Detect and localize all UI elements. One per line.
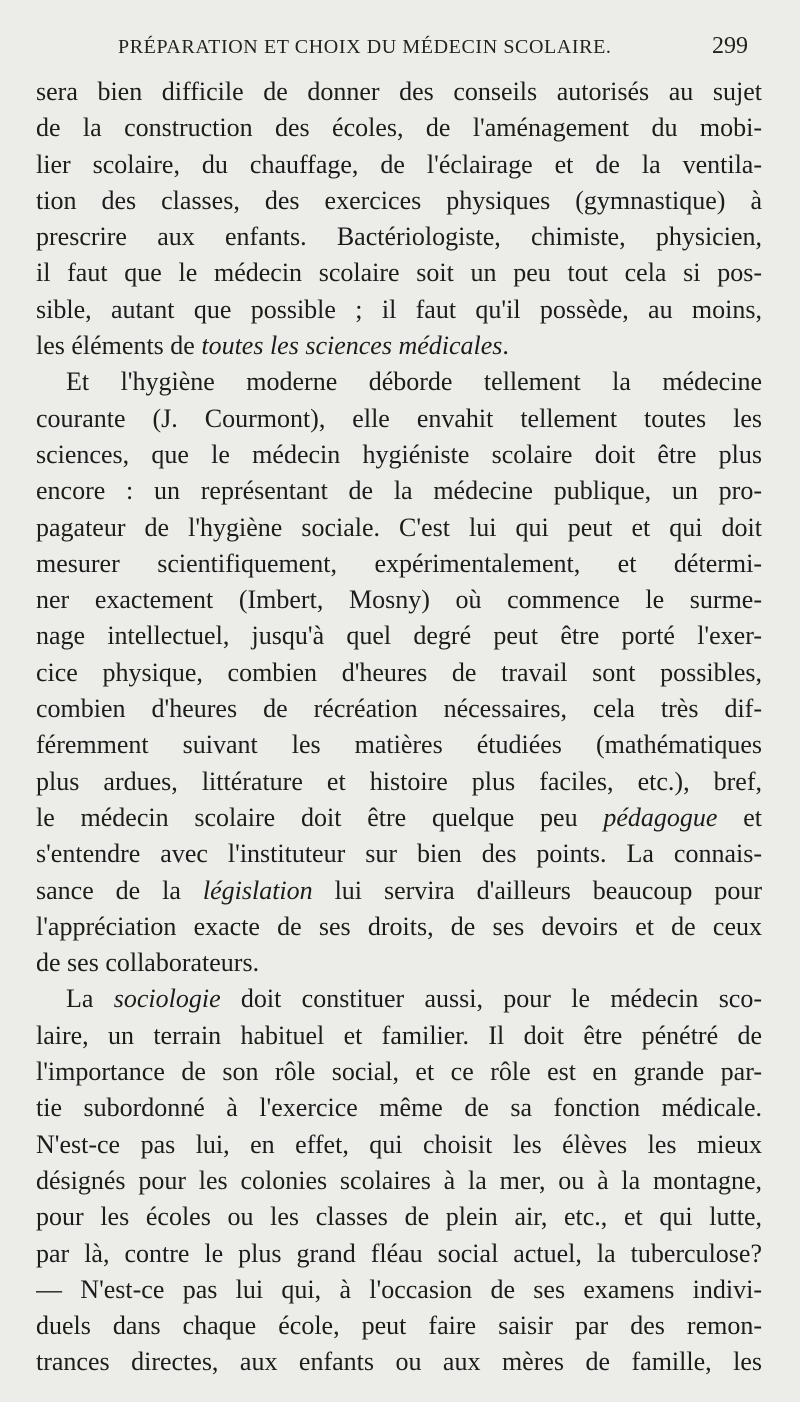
- text-line: [36, 1272, 762, 1308]
- text-run: plus ardues, littérature et histoire plus faciles, etc.), bref,: [36, 766, 762, 796]
- text-run: féremment suivant les matières étudiées (mathématiques: [36, 730, 762, 760]
- text-run: nage intellectuel, jusqu'à quel degré peut être porté l'exer-: [36, 621, 762, 651]
- text-run: prescrire aux enfants. Bactériologiste, chimiste, physicien,: [36, 222, 762, 252]
- text-run: La: [66, 984, 114, 1014]
- text-run: pagateur de l'hygiène sociale. C'est lui qui peut et qui doit: [36, 512, 762, 542]
- text-run: combien d'heures de récréation nécessaires, cela très dif-: [36, 694, 762, 724]
- text-line: [36, 1308, 762, 1344]
- page-number: 299: [712, 33, 748, 59]
- text-run: s'entendre avec l'instituteur sur bien des points. La connais-: [36, 839, 762, 869]
- text-run: tie subordonné à l'exercice même de sa fonction médicale.: [36, 1093, 762, 1123]
- text-line: [36, 292, 762, 328]
- text-line: [36, 364, 762, 400]
- text-line: [36, 473, 762, 509]
- body-text: [36, 74, 762, 1381]
- text-line: [36, 1127, 762, 1163]
- text-run: ner exactement (Imbert, Mosny) où commence le surme-: [36, 585, 762, 615]
- text-line: [36, 655, 762, 691]
- italic-run: sociologie: [113, 984, 221, 1014]
- text-run: l'importance de son rôle social, et ce rôle est en grande par-: [36, 1057, 762, 1087]
- text-run: courante (J. Courmont), elle envahit tellement toutes les: [36, 403, 762, 433]
- text-run: il faut que le médecin scolaire soit un peu tout cela si pos-: [36, 258, 762, 288]
- text-run: les éléments de: [36, 331, 202, 361]
- text-run: de ses collaborateurs.: [36, 948, 260, 978]
- text-line: [36, 691, 762, 727]
- page-header: [0, 28, 800, 68]
- text-line: [36, 1090, 762, 1126]
- text-run: sible, autant que possible ; il faut qu'il possède, au moins,: [36, 294, 762, 324]
- text-run: et: [717, 802, 762, 832]
- text-line: [36, 183, 762, 219]
- text-line: [36, 110, 762, 146]
- italic-run: législation: [202, 875, 313, 905]
- text-line: [36, 1163, 762, 1199]
- text-line: [36, 1199, 762, 1235]
- text-line: [36, 836, 762, 872]
- text-line: [36, 800, 762, 836]
- text-run: le médecin scolaire doit être quelque peu: [36, 802, 604, 832]
- text-run: par là, contre le plus grand fléau social actuel, la tuberculose?: [36, 1238, 762, 1268]
- text-line: [36, 1018, 762, 1054]
- text-run: l'appréciation exacte de ses droits, de ses devoirs et de ceux: [36, 911, 762, 941]
- text-run: Et l'hygiène moderne déborde tellement la médecine: [66, 367, 762, 397]
- text-line: [36, 582, 762, 618]
- text-run: laire, un terrain habituel et familier. Il doit être pénétré de: [36, 1020, 762, 1050]
- text-line: [36, 764, 762, 800]
- text-line: [36, 945, 762, 981]
- text-run: sciences, que le médecin hygiéniste scolaire doit être plus: [36, 439, 762, 469]
- text-line: [36, 401, 762, 437]
- text-run: de la construction des écoles, de l'aménagement du mobi-: [36, 113, 762, 143]
- text-line: [36, 74, 762, 110]
- text-run: lui servira d'ailleurs beaucoup pour: [312, 875, 762, 905]
- text-run: sance de la: [36, 875, 203, 905]
- text-line: [36, 255, 762, 291]
- text-line: [36, 546, 762, 582]
- text-line: [36, 328, 762, 364]
- running-head: PRÉPARATION ET CHOIX DU MÉDECIN SCOLAIRE.: [118, 36, 612, 58]
- text-run: N'est-ce pas lui, en effet, qui choisit les élèves les mieux: [36, 1129, 762, 1159]
- text-line: [36, 1344, 762, 1380]
- text-run: lier scolaire, du chauffage, de l'éclairage et de la ventila-: [36, 149, 762, 179]
- text-run: sera bien difficile de donner des conseils autorisés au sujet: [36, 77, 762, 106]
- text-run: .: [502, 331, 509, 361]
- text-run: doit constituer aussi, pour le médecin sco-: [220, 984, 762, 1014]
- text-run: tion des classes, des exercices physiques (gymnastique) à: [36, 185, 762, 215]
- text-line: [36, 618, 762, 654]
- text-run: trances directes, aux enfants ou aux mères de famille, les: [36, 1347, 762, 1377]
- text-line: [36, 437, 762, 473]
- text-run: — N'est-ce pas lui qui, à l'occasion de ses examens indivi-: [36, 1274, 762, 1304]
- italic-run: pédagogue: [603, 802, 718, 832]
- text-run: duels dans chaque école, peut faire saisir par des remon-: [36, 1311, 762, 1341]
- text-line: [36, 147, 762, 183]
- text-run: mesurer scientifiquement, expérimentalement, et détermi-: [36, 548, 762, 578]
- text-run: encore : un représentant de la médecine publique, un pro-: [36, 476, 762, 506]
- text-line: [36, 1236, 762, 1272]
- text-run: pour les écoles ou les classes de plein air, etc., et qui lutte,: [36, 1202, 762, 1232]
- text-line: [36, 219, 762, 255]
- text-line: [36, 727, 762, 763]
- text-run: désignés pour les colonies scolaires à la mer, ou à la montagne,: [36, 1165, 762, 1195]
- text-line: [36, 981, 762, 1017]
- text-line: [36, 873, 762, 909]
- text-run: cice physique, combien d'heures de travail sont possibles,: [36, 657, 762, 687]
- text-line: [36, 1054, 762, 1090]
- italic-run: toutes les sciences médicales: [201, 331, 503, 361]
- text-line: [36, 909, 762, 945]
- text-line: [36, 510, 762, 546]
